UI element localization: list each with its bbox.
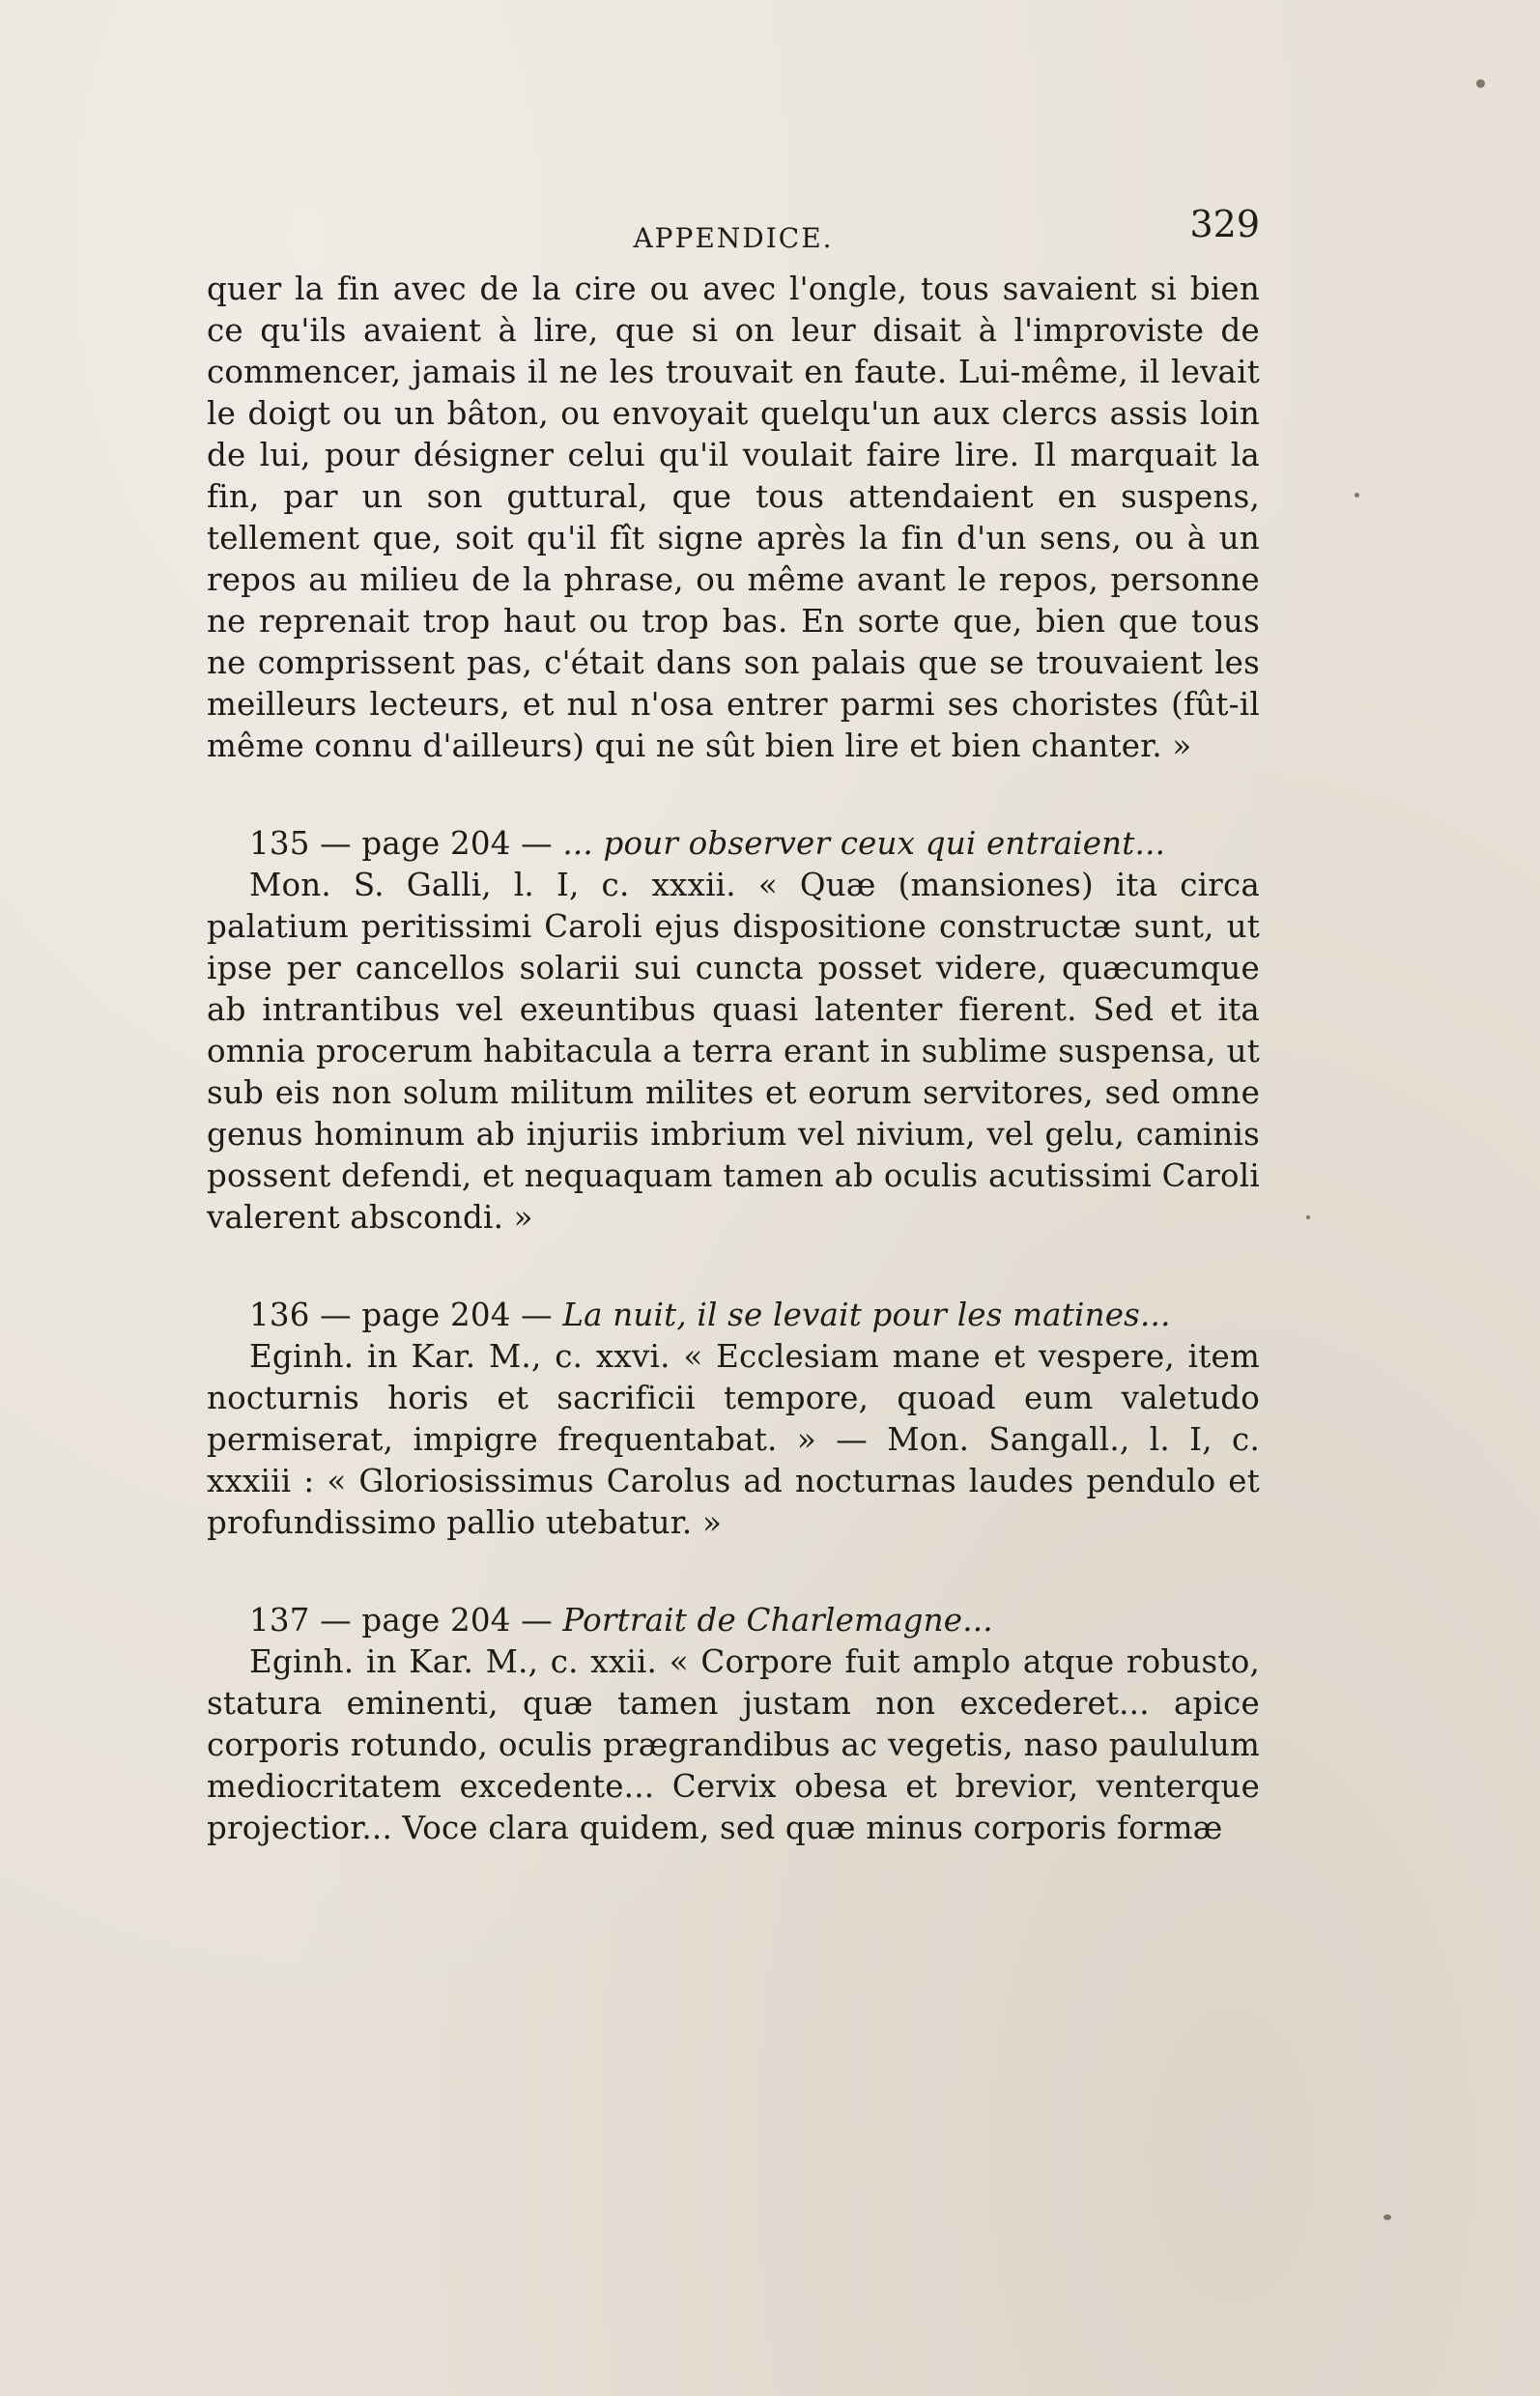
paper-speck [1476,79,1485,88]
paper-speck [1383,2214,1391,2220]
note-reference: 135 — page 204 — [249,825,563,862]
body-text [207,269,1260,1849]
note-reference: 136 — page 204 — [249,1297,563,1333]
note-reference: 137 — page 204 — [249,1602,563,1639]
note-body: Eginh. in Kar. M., c. xxii. « Corpore fuit amplo atque robusto, statura eminenti, quæ tamen justam non excederet... apice corporis rotundo, oculis prægrandibus ac vegetis, naso paululum mediocritatem excedente... Cervix obesa et brevior, venterque projectior... Voce clara quidem, sed quæ minus corporis formæ [207,1643,1260,1846]
note-quote-title: Portrait de Charlemagne... [562,1602,993,1639]
page-header [207,203,1260,261]
note-135 [207,823,1260,1239]
continuation-paragraph: quer la fin avec de la cire ou avec l'ongle, tous savaient si bien ce qu'ils avaient à lire, que si on leur disait à l'improviste de commencer, jamais il ne les trouvait en faute. Lui-même, il levait le doigt ou un bâton, ou envoyait quelqu'un aux clercs assis loin de lui, pour désigner celui qu'il voulait faire lire. Il marquait la fin, par un son guttural, que tous attendaient en suspens, tellement que, soit qu'il fît signe après la fin d'un sens, ou à un repos au milieu de la phrase, ou même avant le repos, personne ne reprenait trop haut ou trop bas. En sorte que, bien que tous ne comprissent pas, c'était dans son palais que se trouvaient les meilleurs lecteurs, et nul n'osa entrer parmi ses choristes (fût-il même connu d'ailleurs) qui ne sût bien lire et bien chanter. » [207,271,1260,764]
note-heading [207,823,1260,865]
note-136 [207,1295,1260,1544]
running-head: APPENDICE. [633,222,834,254]
note-body: Eginh. in Kar. M., c. xxvi. « Ecclesiam mane et vespere, item nocturnis horis et sacrificii tempore, quoad eum valetudo permiserat, impigre frequentabat. » — Mon. Sangall., l. I, c. xxxiii : « Gloriosissimus Carolus ad nocturnas laudes pendulo et profundissimo pallio utebatur. » [207,1338,1260,1541]
note-heading [207,1600,1260,1641]
note-137 [207,1600,1260,1849]
note-heading [207,1295,1260,1336]
paper-speck [1355,493,1359,498]
note-quote-title: La nuit, il se levait pour les matines... [562,1297,1171,1333]
page-number: 329 [1189,203,1260,245]
paper-speck [1306,1215,1310,1219]
note-body: Mon. S. Galli, l. I, c. xxxii. « Quæ (mansiones) ita circa palatium peritissimi Caroli ejus dispositione constructæ sunt, ut ipse per cancellos solarii sui cuncta posset videre, quæcumque ab intrantibus vel exeuntibus quasi latenter fierent. Sed et ita omnia procerum habitacula a terra erant in sublime suspensa, ut sub eis non solum militum milites et eorum servitores, sed omne genus hominum ab injuriis imbrium vel nivium, vel gelu, caminis possent defendi, et nequaquam tamen ab oculis acutissimi Caroli valerent abscondi. » [207,867,1260,1236]
note-quote-title: ... pour observer ceux qui entraient... [562,825,1166,862]
